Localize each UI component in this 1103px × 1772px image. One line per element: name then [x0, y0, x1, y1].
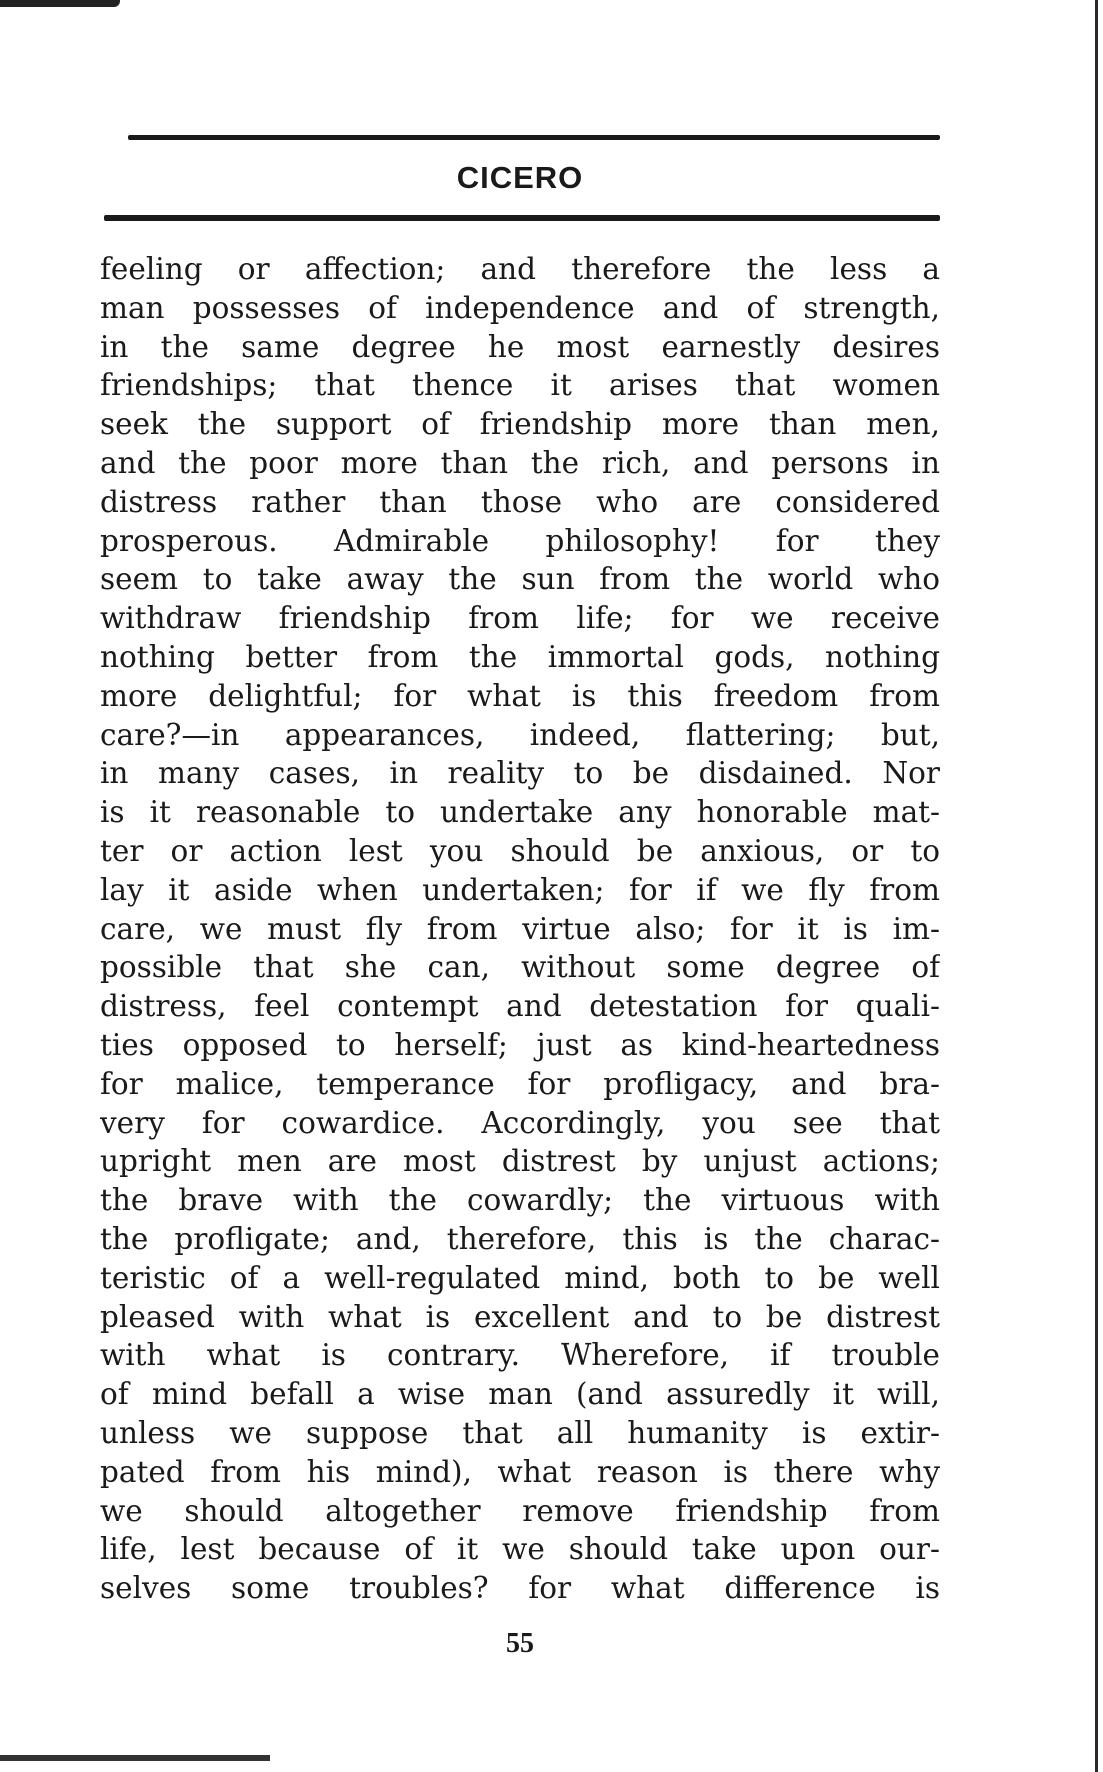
text-line: distress rather than those who are considered	[100, 484, 940, 519]
text-line: care, we must fly from virtue also; for it is im-	[100, 911, 940, 946]
text-line: lay it aside when undertaken; for if we fly from	[100, 872, 940, 907]
text-line: life, lest because of it we should take upon our-	[100, 1532, 940, 1567]
text-line: man possesses of independence and of strength,	[100, 290, 940, 325]
text-line: very for cowardice. Accordingly, you see that	[100, 1105, 940, 1140]
text-line: with what is contrary. Wherefore, if trouble	[100, 1338, 940, 1373]
text-line: withdraw friendship from life; for we receive	[100, 601, 940, 636]
body-text	[100, 250, 940, 1608]
text-line: care?—in appearances, indeed, flattering; but,	[100, 717, 940, 752]
header-rule-bottom	[104, 215, 940, 221]
text-line: seem to take away the sun from the world who	[100, 562, 940, 597]
text-line: upright men are most distrest by unjust actions;	[100, 1144, 940, 1179]
text-line: more delightful; for what is this freedom from	[100, 678, 940, 713]
text-line: ties opposed to herself; just as kind-heartedness	[100, 1027, 940, 1062]
page-number: 55	[506, 1628, 534, 1659]
text-line: seek the support of friendship more than men,	[100, 407, 940, 442]
text-line: is it reasonable to undertake any honorable mat-	[100, 795, 940, 830]
text-line: teristic of a well-regulated mind, both to be well	[100, 1260, 940, 1295]
text-line: of mind befall a wise man (and assuredly it will,	[100, 1377, 940, 1412]
text-line: ter or action lest you should be anxious, or to	[100, 833, 940, 868]
text-line: feeling or affection; and therefore the less a	[100, 252, 940, 286]
scan-edge-mark-bottom	[0, 1755, 270, 1761]
text-line: prosperous. Admirable philosophy! for they	[100, 523, 940, 558]
text-line: nothing better from the immortal gods, nothing	[100, 639, 940, 674]
header-rule-top	[128, 135, 940, 140]
text-line: for malice, temperance for profligacy, and bra-	[100, 1066, 940, 1101]
text-line: possible that she can, without some degree of	[100, 950, 940, 985]
running-head: CICERO	[456, 160, 584, 195]
text-line: in the same degree he most earnestly desires	[100, 329, 940, 364]
text-line: unless we suppose that all humanity is extir-	[100, 1415, 940, 1450]
text-line: the profligate; and, therefore, this is the charac-	[100, 1221, 940, 1256]
text-line: the brave with the cowardly; the virtuous with	[100, 1183, 940, 1218]
text-line: friendships; that thence it arises that women	[100, 368, 940, 403]
scan-edge-line-right	[1095, 0, 1098, 1772]
text-line: distress, feel contempt and detestation for quali-	[100, 989, 940, 1024]
text-line: we should altogether remove friendship from	[100, 1493, 940, 1528]
text-line: pleased with what is excellent and to be distrest	[100, 1299, 940, 1334]
scan-edge-mark-top	[0, 0, 120, 7]
text-line: pated from his mind), what reason is there why	[100, 1454, 940, 1489]
text-line: selves some troubles? for what difference is	[100, 1571, 940, 1606]
text-line: in many cases, in reality to be disdained. Nor	[100, 756, 940, 791]
text-line: and the poor more than the rich, and persons in	[100, 445, 940, 480]
